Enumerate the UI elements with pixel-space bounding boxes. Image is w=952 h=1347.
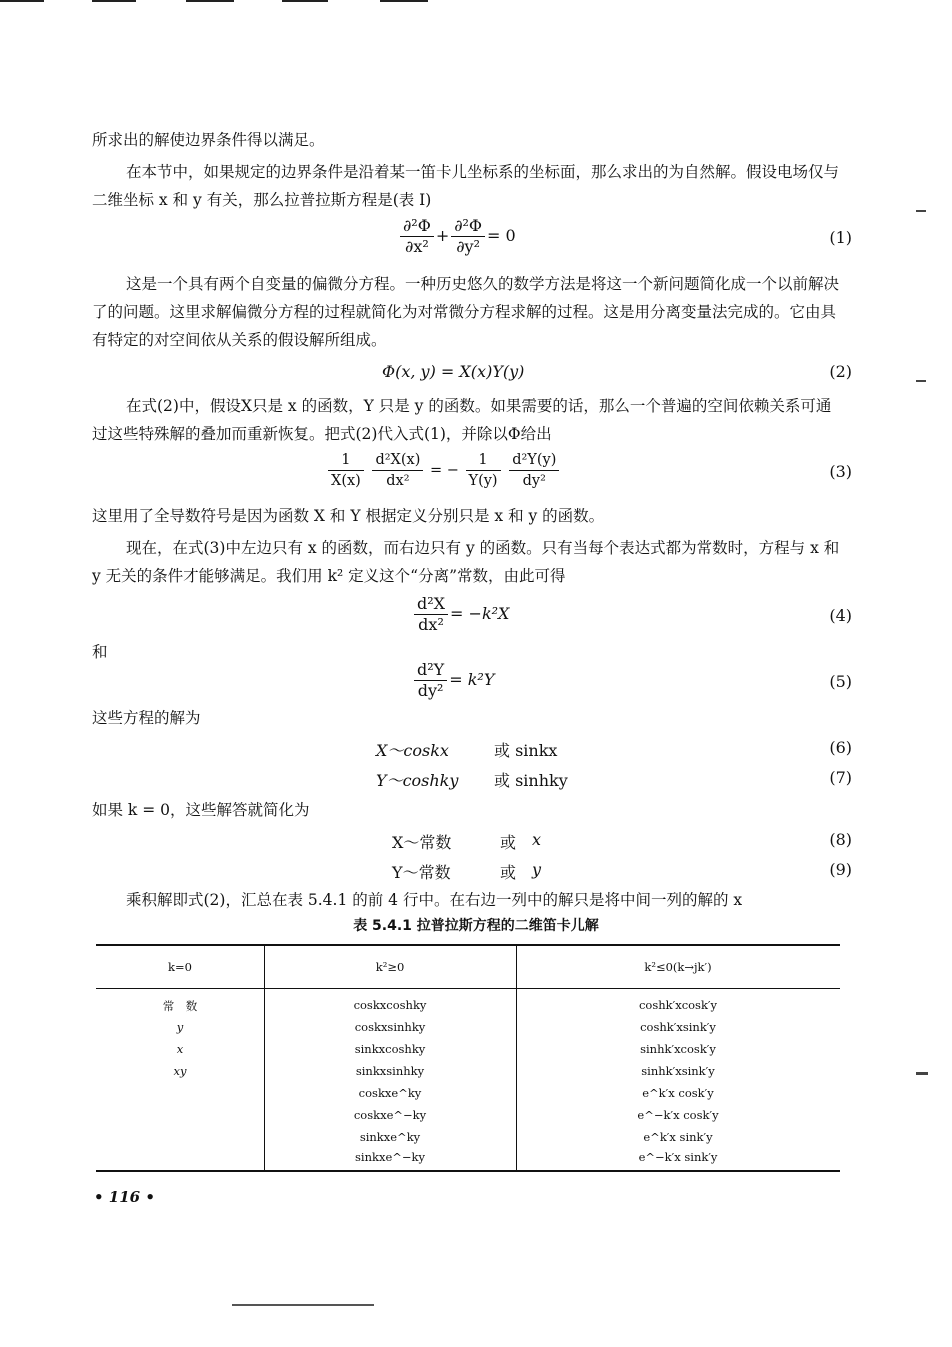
eq9-label: (9) bbox=[829, 860, 852, 879]
eq6-left: X～coskx bbox=[376, 741, 449, 760]
table-cell: coskxe^ky bbox=[358, 1086, 422, 1100]
eq1-tail: = 0 bbox=[487, 226, 516, 245]
and-text: 和 bbox=[92, 643, 108, 661]
eq3-d2: dx² bbox=[386, 473, 410, 489]
table-cell: sinhk′xsink′y bbox=[641, 1064, 715, 1078]
paragraph-6: 现在，在式(3)中左边只有 x 的函数，而右边只有 y 的函数。只有当每个表达式都为常数时，方程与 x 和 y 无关的条件才能够满足。我们用 k² 定义这个“分离”常数，由此可得 bbox=[92, 539, 840, 585]
eq4-tail: = −k²X bbox=[450, 604, 510, 623]
eq5-tail: = k²Y bbox=[449, 670, 495, 689]
eq1-den2: ∂y² bbox=[456, 237, 480, 256]
paragraph-4: 在式(2)中，假设X只是 x 的函数，Y 只是 y 的函数。如果需要的话，那么一个普遍的空间依赖关系可通过这些特殊解的叠加而重新恢复。把式(2)代入式(1)，并除以Φ给出 bbox=[92, 397, 832, 443]
top-rule bbox=[186, 0, 234, 2]
eq1-num2: ∂²Φ bbox=[451, 216, 485, 237]
table-cell: 常 数 bbox=[162, 999, 198, 1013]
table-cell: sinkxe^ky bbox=[359, 1130, 421, 1144]
margin-mark bbox=[916, 1072, 928, 1075]
margin-mark bbox=[916, 210, 926, 212]
table-cell: sinkxsinhky bbox=[355, 1064, 425, 1078]
eq1-num1: ∂²Φ bbox=[400, 216, 434, 237]
eq9-right: y bbox=[532, 860, 542, 879]
eq7-right: 或 sinhky bbox=[494, 771, 568, 790]
table-cell: sinkxcoshky bbox=[354, 1042, 426, 1056]
paragraph-2: 在本节中，如果规定的边界条件是沿着某一笛卡儿坐标系的坐标面，那么求出的为自然解。假设电场仅与二维坐标 x 和 y 有关，那么拉普拉斯方程是(表 I) bbox=[92, 163, 840, 209]
table-cell: sinkxe^−ky bbox=[355, 1150, 425, 1164]
eq4-label: (4) bbox=[829, 606, 852, 625]
equation-1: $\frac{\text{∂²Φ}}{\text{∂x²}}$ + $\frac{\text{∂²Φ}}{\text{∂y²}}$ = 0 bbox=[398, 216, 516, 257]
table-cell: e^k′x cosk′y bbox=[642, 1086, 714, 1100]
paragraph-1: 所求出的解使边界条件得以满足。 bbox=[92, 131, 325, 149]
table-cell: coshk′xcosk′y bbox=[638, 998, 718, 1012]
table-cell: e^−k′x cosk′y bbox=[637, 1108, 719, 1122]
table-cell: coskxe^−ky bbox=[353, 1108, 427, 1122]
paragraph-3: 这是一个具有两个自变量的偏微分方程。一种历史悠久的数学方法是将这一个新问题简化成一个以前解决了的问题。这里求解偏微分方程的过程就简化为对常微分方程求解的过程。这是用分离变量法完成的。它由具有特定的对空间依从关系的假设解所组成。 bbox=[92, 275, 840, 349]
eq8-label: (8) bbox=[829, 830, 852, 849]
eq8-left: X～常数 bbox=[392, 833, 452, 852]
table-header-3: k²≤0(k→jk′) bbox=[644, 960, 712, 974]
eq3-d1: X(x) bbox=[331, 473, 361, 489]
top-rule bbox=[282, 0, 328, 2]
table-top-rule bbox=[96, 944, 840, 946]
eq3-n4: d²Y(y) bbox=[509, 450, 559, 471]
bottom-scan-line bbox=[232, 1304, 374, 1306]
eq8-right: x bbox=[532, 830, 542, 849]
equation-2: Φ(x, y) = X(x)Y(y) bbox=[382, 362, 525, 381]
equation-3 bbox=[326, 450, 561, 491]
eq5-label: (5) bbox=[829, 672, 852, 691]
paragraph-9: 乘积解即式(2)，汇总在表 5.4.1 的前 4 行中。在右边一列中的解只是将中间一列的解的 x bbox=[126, 891, 743, 909]
table-header-2: k²≥0 bbox=[375, 960, 405, 974]
table-bottom-rule bbox=[96, 1170, 840, 1172]
equation-4 bbox=[412, 594, 509, 635]
eq9-left: Y～常数 bbox=[392, 863, 451, 882]
table-cell: xy bbox=[173, 1064, 187, 1078]
table-cell: e^k′x sink′y bbox=[643, 1130, 713, 1144]
eq5-num: d²Y bbox=[414, 660, 447, 681]
eq3-n3: 1 bbox=[466, 450, 501, 471]
top-rule bbox=[380, 0, 428, 2]
eq3-d3: Y(y) bbox=[468, 473, 498, 489]
eq7-label: (7) bbox=[829, 768, 852, 787]
eq6-label: (6) bbox=[829, 738, 852, 757]
paragraph-5: 这里用了全导数符号是因为函数 X 和 Y 根据定义分别只是 x 和 y 的函数。 bbox=[92, 507, 605, 525]
table-caption: 表 5.4.1 拉普拉斯方程的二维笛卡儿解 bbox=[353, 918, 599, 934]
table-cell: e^−k′x sink′y bbox=[638, 1150, 718, 1164]
eq1-den1: ∂x² bbox=[405, 237, 429, 256]
eq5-den: dy² bbox=[417, 681, 444, 700]
eq3-n1: 1 bbox=[328, 450, 364, 471]
table-cell: sinhk′xcosk′y bbox=[640, 1042, 716, 1056]
eq8-mid: 或 bbox=[500, 833, 517, 852]
table-cell: coshk′xsink′y bbox=[640, 1020, 716, 1034]
eq3-n2: d²X(x) bbox=[372, 450, 423, 471]
eq3-mid: = − bbox=[429, 462, 459, 479]
top-rule bbox=[92, 0, 136, 2]
paragraph-7: 这些方程的解为 bbox=[92, 709, 201, 727]
eq4-num: d²X bbox=[414, 594, 448, 615]
paragraph-8: 如果 k = 0，这些解答就简化为 bbox=[92, 801, 310, 819]
page-number: • 116 • bbox=[94, 1188, 155, 1206]
table-cell: x bbox=[176, 1042, 184, 1056]
table-header-rule bbox=[96, 988, 840, 989]
margin-mark bbox=[916, 380, 926, 382]
table-header-1: k=0 bbox=[168, 960, 192, 974]
eq1-label: (1) bbox=[829, 228, 852, 247]
eq3-d4: dy² bbox=[522, 473, 546, 489]
eq7-left: Y～coshky bbox=[376, 771, 459, 790]
top-rule bbox=[0, 0, 44, 2]
table-cell: coskxsinhky bbox=[354, 1020, 426, 1034]
table-cell: coskxcoshky bbox=[353, 998, 427, 1012]
eq3-label: (3) bbox=[829, 462, 852, 481]
eq6-right: 或 sinkx bbox=[494, 741, 558, 760]
eq9-mid: 或 bbox=[500, 863, 517, 882]
equation-5 bbox=[412, 660, 494, 701]
eq2-label: (2) bbox=[829, 362, 852, 381]
table-cell: y bbox=[176, 1020, 184, 1034]
eq4-den: dx² bbox=[418, 615, 444, 634]
